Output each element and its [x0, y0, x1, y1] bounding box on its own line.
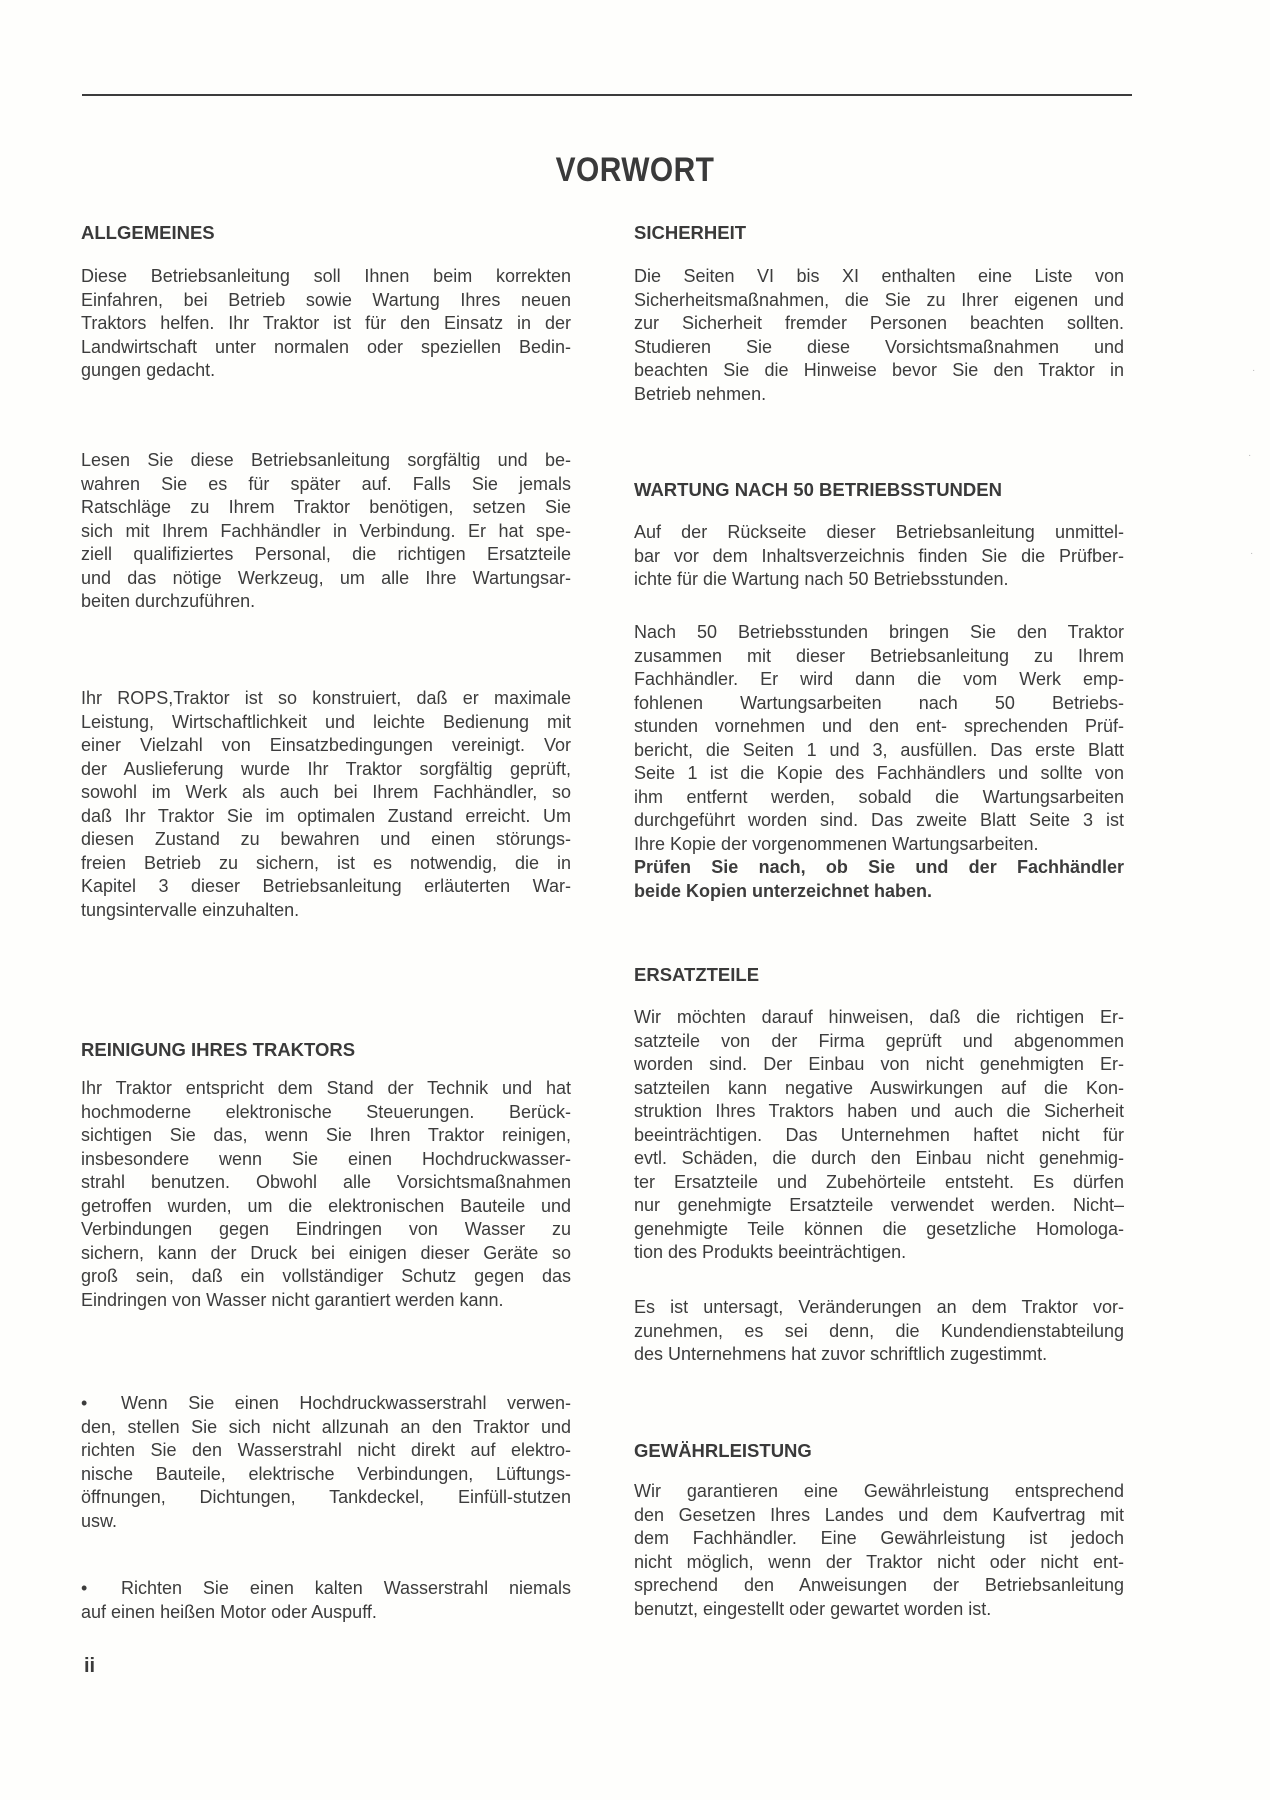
bullet-text: den, stellen Sie sich nicht allzunah an den Traktor und [81, 1416, 571, 1437]
bullet-text: richten Sie den Wasserstrahl nicht direkt auf elektro- [81, 1440, 571, 1460]
text-line: ter Ersatzteile und Zubehörteile entsteht. Es dürfen [634, 1171, 1124, 1192]
text-line: Diese Betriebsanleitung soll Ihnen beim korrekten [81, 266, 571, 286]
text-line: einer Vielzahl von Einsatzbedingungen vereinigt. Vor [81, 735, 571, 755]
text-line [81, 1439, 571, 1463]
text-line [81, 1463, 571, 1487]
ersatzteile-paragraph-2 [634, 1296, 1124, 1367]
wartung-paragraph-2 [634, 621, 1124, 903]
text-line: insbesondere wenn Sie einen Hochdruckwasser- [81, 1148, 571, 1169]
text-line: worden sind. Der Einbau von nicht genehmigten Er- [634, 1054, 1124, 1074]
text-line [81, 1577, 571, 1601]
bullet-text: auf einen heißen Motor oder Auspuff. [81, 1601, 377, 1622]
text-line: beide Kopien unterzeichnet haben. [634, 880, 933, 901]
text-line: benutzt, eingestellt oder gewartet worden ist. [634, 1598, 992, 1619]
text-line: satzteile von der Firma geprüft und abgenommen [634, 1030, 1124, 1051]
text-line: zusammen mit dieser Betriebsanleitung zu Ihrem [634, 645, 1124, 666]
text-line: struktion Ihres Traktors haben und auch die Sicherheit [634, 1101, 1124, 1121]
text-line: sowohl im Werk als auch bei Ihrem Fachhändler, so [81, 782, 571, 802]
text-line: zur Sicherheit fremder Personen beachten sollten. [634, 313, 1124, 333]
text-line: Die Seiten VI bis XI enthalten eine Liste von [634, 266, 1124, 286]
text-line: sich mit Ihrem Fachhändler in Verbindung. Er hat spe- [81, 520, 571, 541]
text-line: durchgeführt worden sind. Das zweite Blatt Seite 3 ist [634, 810, 1124, 830]
text-line: Prüfen Sie nach, ob Sie und der Fachhändler [634, 857, 1124, 877]
text-line: Seite 1 ist die Kopie des Fachhändlers und sollte von [634, 763, 1124, 783]
text-line: bericht, die Seiten 1 und 3, ausfüllen. Das erste Blatt [634, 739, 1124, 760]
text-line: Auf der Rückseite dieser Betriebsanleitung unmittel- [634, 522, 1124, 542]
text-line: Traktors helfen. Ihr Traktor ist für den Einsatz in der [81, 313, 571, 333]
text-line: Einfahren, bei Betrieb sowie Wartung Ihres neuen [81, 289, 571, 310]
text-line: satzteilen kann negative Auswirkungen auf die Kon- [634, 1077, 1124, 1098]
bullet-icon: • [81, 1393, 88, 1413]
allgemeines-paragraph-2 [81, 449, 571, 614]
bullet-text: nische Bauteile, elektrische Verbindungen, Lüftungs- [81, 1463, 571, 1484]
wartung-paragraph-2-bold-note [634, 856, 1124, 903]
text-line: Ratschläge zu Ihrem Traktor benötigen, setzen Sie [81, 497, 571, 517]
text-line: den Gesetzen Ihres Landes und dem Kaufvertrag mit [634, 1504, 1124, 1525]
text-line: Leistung, Wirtschaftlichkeit und leichte Bedienung mit [81, 711, 571, 732]
text-line: hochmoderne elektronische Steuerungen. Berück- [81, 1101, 571, 1122]
text-line [81, 1510, 571, 1534]
section-heading-allgemeines: ALLGEMEINES [81, 222, 215, 243]
text-line: strahl benutzen. Obwohl alle Vorsichtsmaßnahmen [81, 1172, 571, 1192]
text-line: gungen gedacht. [81, 360, 216, 380]
page-number: ii [84, 1655, 96, 1677]
text-line: Studieren Sie diese Vorsichtsmaßnahmen und [634, 336, 1124, 357]
scan-speck: · [1248, 450, 1252, 461]
text-line: Lesen Sie diese Betriebsanleitung sorgfältig und be- [81, 450, 571, 470]
page-title: VORWORT [555, 150, 715, 189]
text-line: Ihr ROPS,Traktor ist so konstruiert, daß er maximale [81, 688, 571, 708]
text-line: stunden vornehmen und den ent- sprechenden Prüf- [634, 716, 1124, 736]
text-line: Betrieb nehmen. [634, 383, 767, 404]
bullet-text: usw. [81, 1510, 118, 1531]
text-line: der Auslieferung wurde Ihr Traktor sorgfältig geprüft, [81, 758, 571, 779]
text-line: diesen Zustand zu bewahren und einen störungs- [81, 829, 571, 849]
text-line: Ihr Traktor entspricht dem Stand der Technik und hat [81, 1078, 571, 1098]
wartung-paragraph-2-body [634, 621, 1124, 856]
text-line: Verbindungen gegen Eindringen von Wasser zu [81, 1219, 571, 1239]
text-line: evtl. Schäden, die durch den Einbau nicht genehmig- [634, 1148, 1124, 1168]
wartung-paragraph-1 [634, 521, 1124, 592]
text-line: Sicherheitsmaßnahmen, die Sie zu Ihrer eigenen und [634, 289, 1124, 310]
text-line: freien Betrieb zu sichern, ist es notwendig, die in [81, 852, 571, 873]
text-line: Landwirtschaft unter normalen oder speziellen Bedin- [81, 336, 571, 357]
text-line: dem Fachhändler. Eine Gewährleistung ist jedoch [634, 1528, 1124, 1548]
text-line: Eindringen von Wasser nicht garantiert werden kann. [81, 1289, 504, 1310]
text-line: zunehmen, es sei denn, die Kundendienstabteilung [634, 1320, 1124, 1341]
text-line [81, 1416, 571, 1440]
text-line: sichtigen Sie das, wenn Sie Ihren Traktor reinigen, [81, 1125, 571, 1145]
text-line: wahren Sie es für später auf. Falls Sie jemals [81, 473, 571, 494]
text-line: Kapitel 3 dieser Betriebsanleitung erläuterten War- [81, 876, 571, 896]
text-line: Fachhändler. Er wird dann die vom Werk emp- [634, 669, 1124, 689]
gewaehrleistung-paragraph-1 [634, 1480, 1124, 1621]
text-line: genehmigte Teile können die gesetzliche Homologa- [634, 1218, 1124, 1239]
text-line: groß sein, daß ein vollständiger Schutz gegen das [81, 1266, 571, 1286]
text-line: tion des Produkts beeinträchtigen. [634, 1242, 907, 1262]
allgemeines-paragraph-1 [81, 265, 571, 383]
section-heading-gewaehrleistung: GEWÄHRLEISTUNG [634, 1440, 812, 1461]
text-line: getroffen wurden, um die elektronischen Bauteile und [81, 1195, 571, 1216]
text-line [81, 1392, 571, 1416]
text-line: ichte für die Wartung nach 50 Betriebsstunden. [634, 569, 1009, 589]
bullet-text: Richten Sie einen kalten Wasserstrahl niemals [121, 1578, 571, 1598]
text-line: Wir garantieren eine Gewährleistung entsprechend [634, 1481, 1124, 1501]
text-line: und das nötige Werkzeug, um alle Ihre Wartungsar- [81, 567, 571, 588]
text-line: Es ist untersagt, Veränderungen an dem Traktor vor- [634, 1297, 1124, 1317]
text-line: Wir möchten darauf hinweisen, daß die richtigen Er- [634, 1007, 1124, 1027]
scan-speck: · [1252, 365, 1256, 376]
text-line: daß Ihr Traktor Sie im optimalen Zustand erreicht. Um [81, 805, 571, 826]
top-horizontal-rule [82, 94, 1132, 96]
reinigung-bullet-2 [81, 1577, 571, 1624]
ersatzteile-paragraph-1 [634, 1006, 1124, 1265]
bullet-text: öffnungen, Dichtungen, Tankdeckel, Einfüll-stutzen [81, 1487, 571, 1507]
text-line: nur genehmigte Ersatzteile verwendet werden. Nicht– [634, 1195, 1124, 1215]
allgemeines-paragraph-3 [81, 687, 571, 922]
scan-speck: · [1250, 548, 1254, 559]
text-line: ziell qualifiziertes Personal, die richtigen Ersatzteile [81, 544, 571, 564]
section-heading-ersatzteile: ERSATZTEILE [634, 964, 760, 985]
text-line: bar vor dem Inhaltsverzeichnis finden Sie die Prüfber- [634, 545, 1124, 566]
text-line: Ihre Kopie der vorgenommenen Wartungsarbeiten. [634, 833, 1039, 854]
text-line: sichern, kann der Druck bei einigen dieser Geräte so [81, 1242, 571, 1263]
reinigung-bullet-1 [81, 1392, 571, 1533]
bullet-icon: • [81, 1578, 88, 1598]
text-line: ihm entfernt werden, sobald die Wartungsarbeiten [634, 786, 1124, 807]
text-line [81, 1486, 571, 1510]
text-line: beiten durchzuführen. [81, 591, 256, 611]
text-line: Nach 50 Betriebsstunden bringen Sie den Traktor [634, 622, 1124, 642]
section-heading-wartung: WARTUNG NACH 50 BETRIEBSSTUNDEN [634, 479, 1002, 500]
section-heading-sicherheit: SICHERHEIT [634, 222, 747, 243]
text-line: des Unternehmens hat zuvor schriftlich zugestimmt. [634, 1344, 1048, 1364]
section-heading-reinigung: REINIGUNG IHRES TRAKTORS [81, 1039, 356, 1060]
reinigung-paragraph-1 [81, 1077, 571, 1312]
text-line [81, 1601, 571, 1625]
text-line: beachten Sie die Hinweise bevor Sie den Traktor in [634, 360, 1124, 380]
bullet-text: Wenn Sie einen Hochdruckwasserstrahl verwen- [121, 1393, 571, 1413]
sicherheit-paragraph-1 [634, 265, 1124, 406]
text-line: tungsintervalle einzuhalten. [81, 899, 300, 920]
text-line: fohlenen Wartungsarbeiten nach 50 Betriebs- [634, 692, 1124, 713]
text-line: sprechend den Anweisungen der Betriebsanleitung [634, 1575, 1124, 1595]
text-line: beeinträchtigen. Das Unternehmen haftet nicht für [634, 1124, 1124, 1145]
text-line: nicht möglich, wenn der Traktor nicht oder nicht ent- [634, 1551, 1124, 1572]
